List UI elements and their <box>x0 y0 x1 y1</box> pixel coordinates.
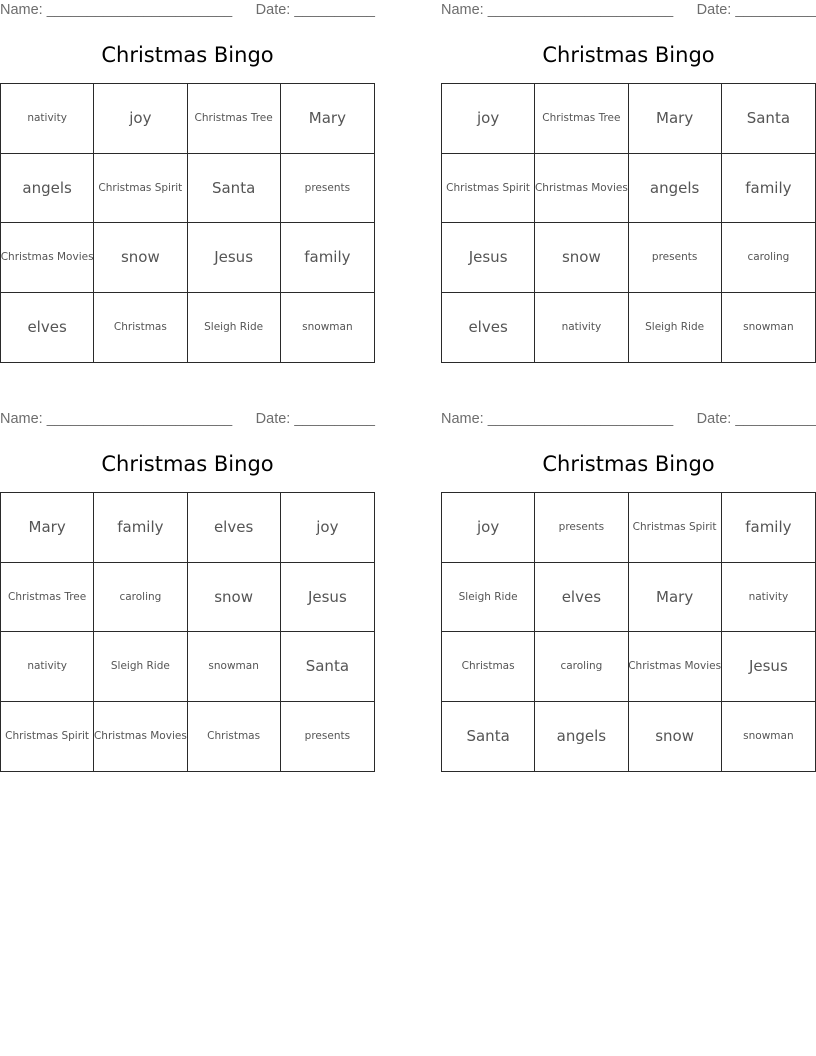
name-field[interactable]: Name: _______________________ <box>441 2 674 18</box>
bingo-cell[interactable]: snowman <box>743 321 794 334</box>
bingo-cell[interactable]: snow <box>629 702 722 772</box>
bingo-cell[interactable]: Sleigh Ride <box>442 563 535 633</box>
bingo-cell[interactable]: nativity <box>535 293 628 363</box>
bingo-cell[interactable]: Christmas Movies <box>629 632 722 702</box>
card-title: Christmas Bingo <box>542 43 715 67</box>
bingo-cell[interactable]: presents <box>304 730 351 743</box>
bingo-cell[interactable]: Christmas Movies <box>1 223 94 293</box>
name-date-line <box>441 411 816 429</box>
bingo-cell[interactable]: Sleigh Ride <box>629 293 722 363</box>
bingo-cell[interactable]: joy <box>281 493 374 563</box>
bingo-cell[interactable]: snow <box>188 563 281 633</box>
bingo-cell[interactable]: Christmas Movies <box>535 154 628 224</box>
date-field[interactable]: Date: __________ <box>696 2 816 18</box>
bingo-cell[interactable]: snowman <box>188 632 281 702</box>
bingo-cell[interactable]: Christmas <box>94 293 187 363</box>
bingo-cell[interactable]: Santa <box>188 154 281 224</box>
bingo-cell[interactable]: elves <box>188 493 281 563</box>
bingo-cell[interactable]: family <box>722 493 815 563</box>
bingo-cell[interactable]: elves <box>1 293 94 363</box>
name-field[interactable]: Name: _______________________ <box>0 411 233 427</box>
bingo-cell[interactable]: Mary <box>629 84 722 154</box>
date-field[interactable]: Date: __________ <box>696 411 816 427</box>
bingo-cell[interactable]: caroling <box>94 563 187 633</box>
bingo-cell[interactable]: Sleigh Ride <box>94 632 187 702</box>
name-date-line <box>0 411 375 429</box>
bingo-cell[interactable]: Christmas Spirit <box>629 493 722 563</box>
bingo-grid <box>441 492 816 772</box>
bingo-grid <box>0 492 375 772</box>
bingo-cell[interactable]: snowman <box>743 730 794 743</box>
bingo-cell[interactable]: joy <box>442 84 535 154</box>
bingo-cell[interactable]: family <box>281 223 374 293</box>
bingo-cell[interactable]: elves <box>442 293 535 363</box>
name-date-line <box>441 2 816 20</box>
bingo-cell[interactable]: Christmas <box>188 702 281 772</box>
bingo-cell[interactable]: joy <box>442 493 535 563</box>
bingo-cell[interactable]: Mary <box>281 84 374 154</box>
card-title: Christmas Bingo <box>542 452 715 476</box>
bingo-cell[interactable]: Jesus <box>442 223 535 293</box>
bingo-cell[interactable]: Jesus <box>281 563 374 633</box>
bingo-cell[interactable]: Jesus <box>722 632 815 702</box>
date-field[interactable]: Date: __________ <box>255 2 375 18</box>
bingo-cell[interactable]: nativity <box>1 84 94 154</box>
bingo-cell[interactable]: elves <box>535 563 628 633</box>
bingo-cell[interactable]: snowman <box>302 321 353 334</box>
bingo-cell[interactable]: Christmas Spirit <box>94 154 187 224</box>
bingo-cell[interactable]: Mary <box>629 563 722 633</box>
bingo-cell[interactable]: snow <box>535 223 628 293</box>
bingo-cell[interactable]: Christmas Tree <box>535 84 628 154</box>
bingo-cell[interactable]: angels <box>535 702 628 772</box>
bingo-cell[interactable]: Jesus <box>188 223 281 293</box>
bingo-cell[interactable]: presents <box>281 154 374 224</box>
name-field[interactable]: Name: _______________________ <box>0 2 233 18</box>
bingo-cell[interactable]: nativity <box>1 632 94 702</box>
bingo-cell[interactable]: presents <box>629 223 722 293</box>
bingo-cell[interactable]: Christmas Spirit <box>442 154 535 224</box>
bingo-cell[interactable]: Christmas Spirit <box>1 702 94 772</box>
bingo-cell[interactable]: family <box>94 493 187 563</box>
bingo-cell[interactable]: Mary <box>1 493 94 563</box>
bingo-cell[interactable]: presents <box>535 493 628 563</box>
bingo-cell[interactable]: Christmas <box>442 632 535 702</box>
name-date-line <box>0 2 375 20</box>
bingo-cell[interactable]: angels <box>1 154 94 224</box>
bingo-cell[interactable]: Santa <box>442 702 535 772</box>
bingo-cell[interactable]: caroling <box>535 632 628 702</box>
bingo-cell[interactable]: caroling <box>722 223 815 293</box>
bingo-cell[interactable]: Sleigh Ride <box>188 293 281 363</box>
name-field[interactable]: Name: _______________________ <box>441 411 674 427</box>
bingo-grid <box>441 83 816 363</box>
card-title: Christmas Bingo <box>101 452 274 476</box>
bingo-cell[interactable]: Christmas Tree <box>188 84 281 154</box>
bingo-cell[interactable]: Christmas Movies <box>94 702 187 772</box>
bingo-cell[interactable]: Santa <box>722 84 815 154</box>
date-field[interactable]: Date: __________ <box>255 411 375 427</box>
bingo-cell[interactable]: angels <box>629 154 722 224</box>
card-title: Christmas Bingo <box>101 43 274 67</box>
bingo-cell[interactable]: joy <box>94 84 187 154</box>
bingo-cell[interactable]: Christmas Tree <box>1 563 94 633</box>
bingo-cell[interactable]: family <box>722 154 815 224</box>
bingo-grid <box>0 83 375 363</box>
bingo-cell[interactable]: snow <box>94 223 187 293</box>
bingo-cell[interactable]: Santa <box>281 632 374 702</box>
bingo-cell[interactable]: nativity <box>722 563 815 633</box>
